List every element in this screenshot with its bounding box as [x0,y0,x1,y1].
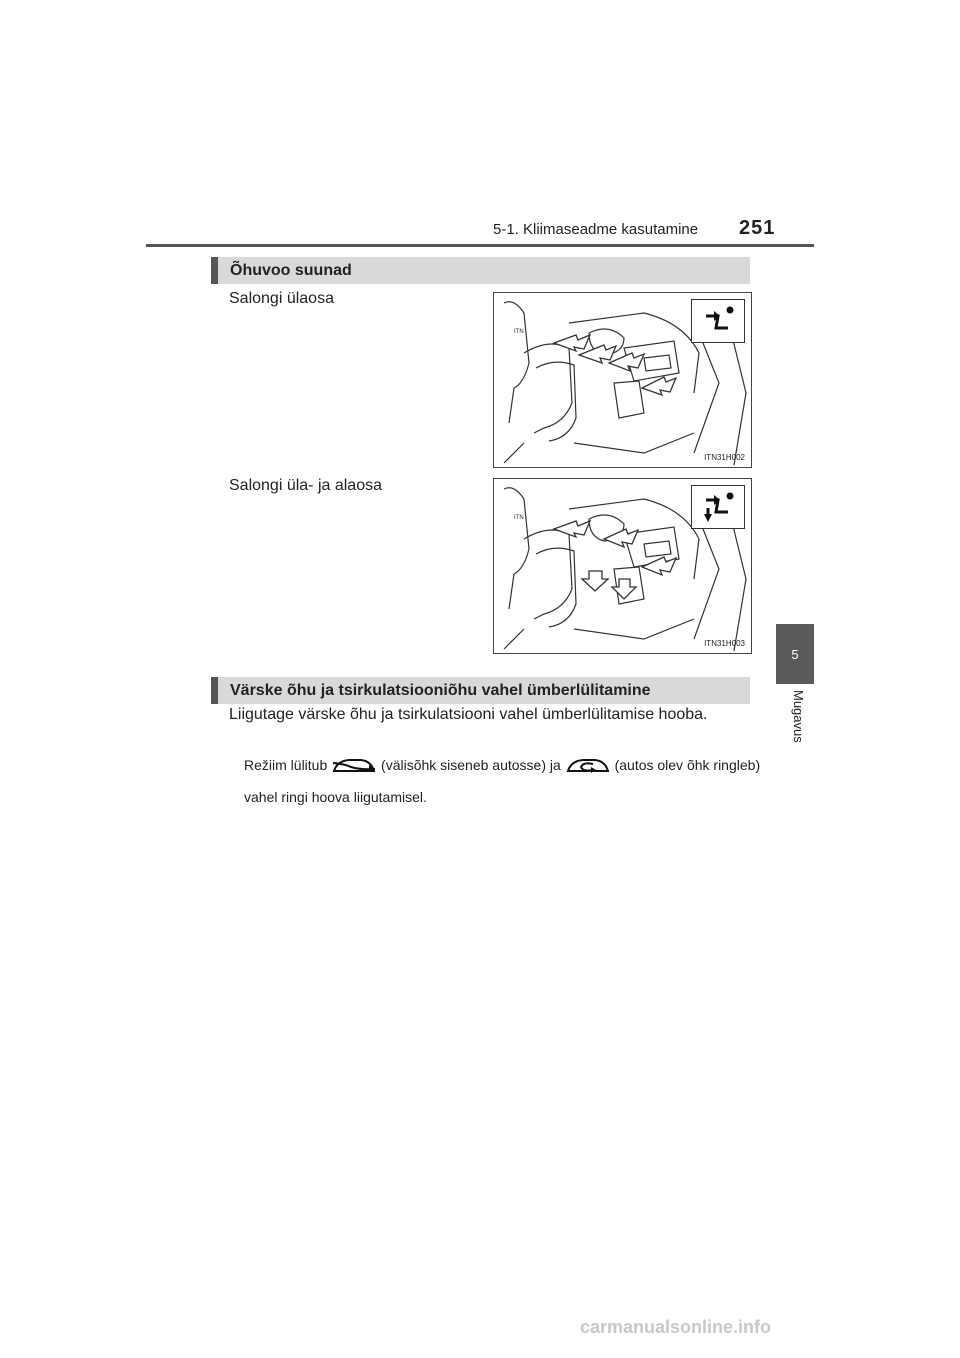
vent-upper-lower-icon [692,486,744,528]
mode-note [244,749,764,813]
note-text-3: (autos olev õhk ringleb) vahel ringi hoova liigutamisel. [244,757,761,805]
svg-text:ITN: ITN [514,329,524,335]
chapter-tab [776,624,814,684]
mode-indicator-upper-lower [691,485,745,529]
recirculation-icon [565,755,611,777]
outside-air-icon [331,755,377,777]
mode-indicator-upper [691,299,745,343]
figure-code-upper-lower: ITN31H003 [704,639,745,648]
airflow-label-upper-lower: Salongi üla- ja alaosa [229,477,382,494]
chapter-number: 5 [791,646,799,662]
watermark: carmanualsonline.info [580,1317,772,1337]
section-heading-airflow: Õhuvoo suunad [211,257,750,284]
airflow-figure-upper [493,292,752,468]
airflow-label-upper: Salongi ülaosa [229,290,334,307]
note-text-1: Režiim lülitub [244,757,328,773]
vent-upper-icon [692,300,744,342]
section-heading-air-intake: Värske õhu ja tsirkulatsiooniõhu vahel ümberlülitamine [211,677,750,704]
page-number: 251 [739,217,776,239]
chapter-name: Mugavus [791,690,806,743]
airflow-figure-upper-lower [493,478,752,654]
header-section-title: 5-1. Kliimaseadme kasutamine [493,221,699,238]
header-rule [146,244,814,247]
note-text-2: (välisõhk siseneb autosse) ja [381,757,561,773]
svg-text:ITN: ITN [514,515,524,521]
instruction-paragraph: Liigutage värske õhu ja tsirkulatsiooni vahel ümberlülitamise hooba. [229,706,708,723]
figure-code-upper: ITN31H002 [704,453,745,462]
